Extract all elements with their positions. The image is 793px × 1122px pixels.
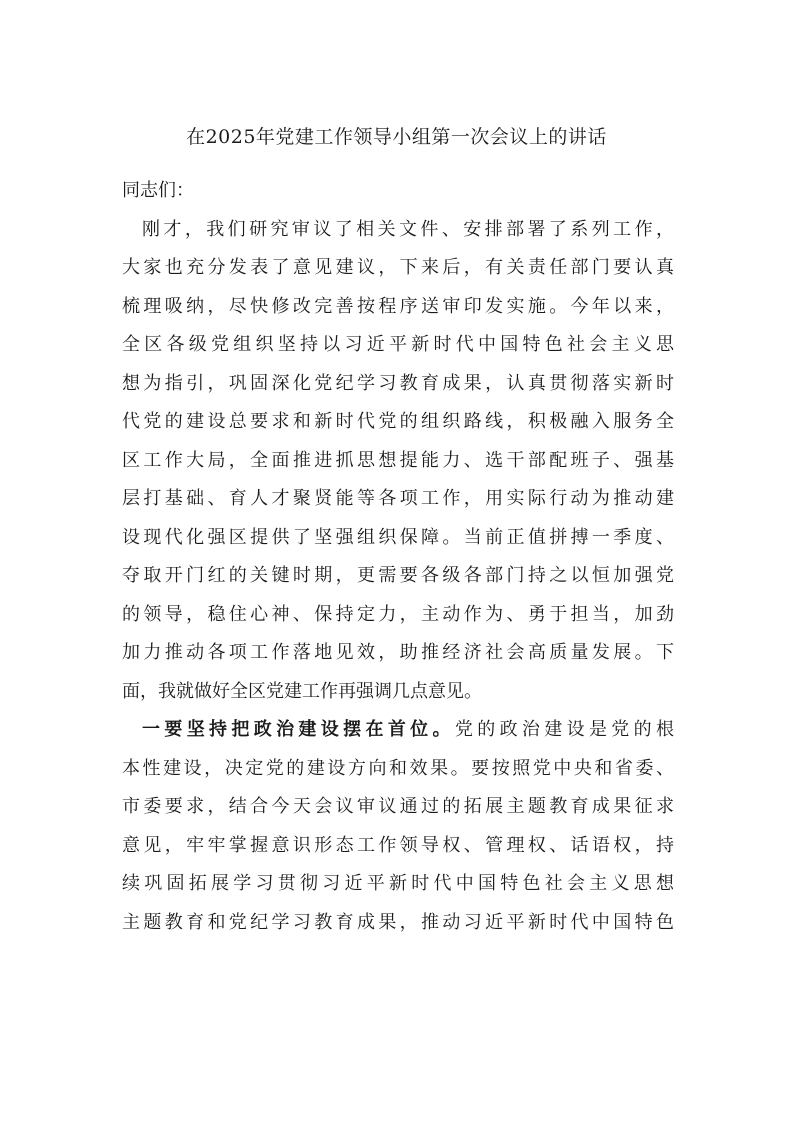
paragraph-line: 设现代化强区提供了坚强组织保障。当前正值拼搏一季度、 [122, 526, 674, 548]
document-title: 在2025年党建工作领导小组第一次会议上的讲话 [186, 126, 607, 148]
paragraph-line: 梳理吸纳，尽快修改完善按程序送审印发实施。今年以来， [122, 295, 674, 317]
paragraph-line [122, 711, 674, 750]
paragraph-line: 代党的建设总要求和新时代党的组织路线，积极融入服务全 [122, 411, 674, 432]
paragraph-line: 市委要求，结合今天会议审议通过的拓展主题教育成果征求 [122, 796, 674, 817]
paragraph-line: 本性建设，决定党的建设方向和效果。要按照党中央和省委、 [122, 757, 674, 779]
paragraph-line: 面，我就做好全区党建工作再强调几点意见。 [122, 680, 482, 702]
paragraph-line: 刚才，我们研究审议了相关文件、安排部署了系列工作， [142, 218, 674, 240]
section-heading: 一要坚持把政治建设摆在首位。 [142, 719, 455, 740]
paragraph-line: 想为指引，巩固深化党纪学习教育成果，认真贯彻落实新时 [122, 372, 674, 394]
paragraph-line: 主题教育和党纪学习教育成果，推动习近平新时代中国特色 [122, 911, 674, 933]
paragraph-line: 加力推动各项工作落地见效，助推经济社会高质量发展。下 [122, 642, 674, 663]
salutation: 同志们： [122, 180, 194, 201]
paragraph-text: 党的政治建设是党的根 [454, 719, 675, 740]
paragraph-line: 意见，牢牢掌握意识形态工作领导权、管理权、话语权，持 [122, 834, 674, 856]
paragraph-line: 大家也充分发表了意见建议，下来后，有关责任部门要认真 [122, 257, 674, 278]
paragraph-line: 续巩固拓展学习贯彻习近平新时代中国特色社会主义思想 [122, 873, 674, 894]
paragraph-line: 的领导，稳住心神、保持定力，主动作为、勇于担当，加劲 [122, 603, 674, 625]
paragraph-line: 层打基础、育人才聚贤能等各项工作，用实际行动为推动建 [122, 488, 674, 509]
paragraph-line: 全区各级党组织坚持以习近平新时代中国特色社会主义思 [122, 334, 674, 355]
paragraph-line: 夺取开门红的关键时期，更需要各级各部门持之以恒加强党 [122, 565, 674, 586]
paragraph-line: 区工作大局，全面推进抓思想提能力、选干部配班子、强基 [122, 449, 674, 471]
document-body [122, 172, 674, 942]
